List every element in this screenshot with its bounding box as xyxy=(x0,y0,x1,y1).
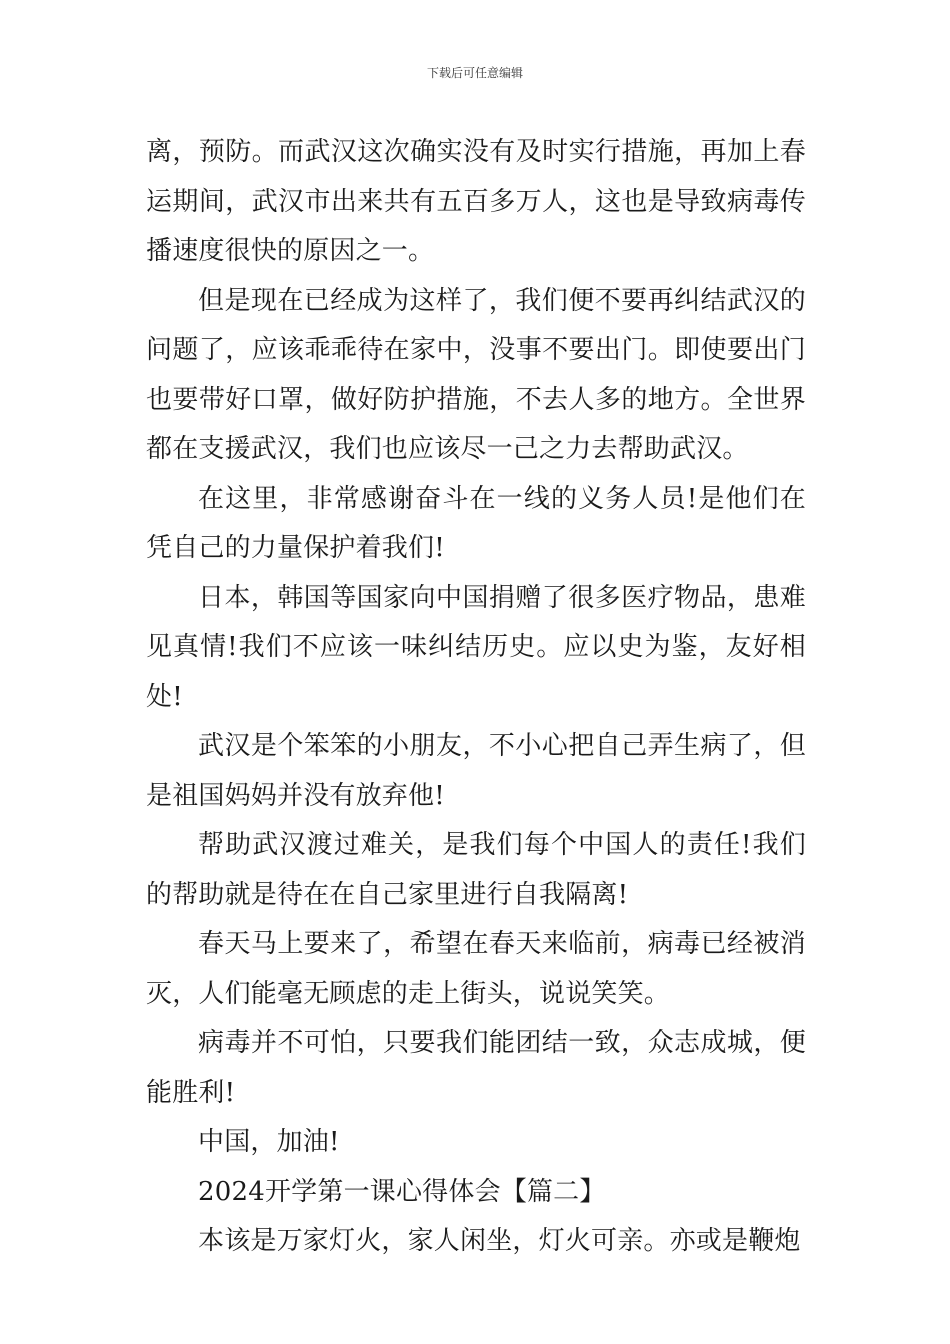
paragraph: 日本，韩国等国家向中国捐赠了很多医疗物品，患难见真情!我们不应该一味纠结历史。应以史为鉴，友好相处! xyxy=(146,582,806,712)
paragraph: 中国，加油! xyxy=(198,1127,340,1157)
page-header: 下载后可任意编辑 xyxy=(426,66,523,80)
paragraph: 本该是万家灯火，家人闲坐，灯火可亲。亦或是鞭炮 xyxy=(198,1226,801,1256)
paragraph: 武汉是个笨笨的小朋友，不小心把自己弄生病了，但是祖国妈妈并没有放弃他! xyxy=(146,731,806,811)
paragraph: 帮助武汉渡过难关，是我们每个中国人的责任!我们的帮助就是待在在自己家里进行自我隔离! xyxy=(146,830,806,910)
paragraph: 离，预防。而武汉这次确实没有及时实行措施，再加上春运期间，武汉市出来共有五百多万人，这也是导致病毒传播速度很快的原因之一。 xyxy=(146,137,806,266)
paragraph: 春天马上要来了，希望在春天来临前，病毒已经被消灭，人们能毫无顾虑的走上街头，说说笑笑。 xyxy=(146,929,806,1009)
paragraph: 但是现在已经成为这样了，我们便不要再纠结武汉的问题了，应该乖乖待在家中，没事不要出门。即使要出门也要带好口罩，做好防护措施，不去人多的地方。全世界都在支援武汉，我们也应该尽一己之力去帮助武汉。 xyxy=(146,285,806,464)
section-heading: 2024开学第一课心得体会【篇二】 xyxy=(198,1176,606,1207)
paragraph: 病毒并不可怕，只要我们能团结一致，众志成城，便能胜利! xyxy=(146,1028,806,1108)
document-body xyxy=(146,128,806,1267)
paragraph: 在这里，非常感谢奋斗在一线的义务人员!是他们在凭自己的力量保护着我们! xyxy=(146,483,806,563)
